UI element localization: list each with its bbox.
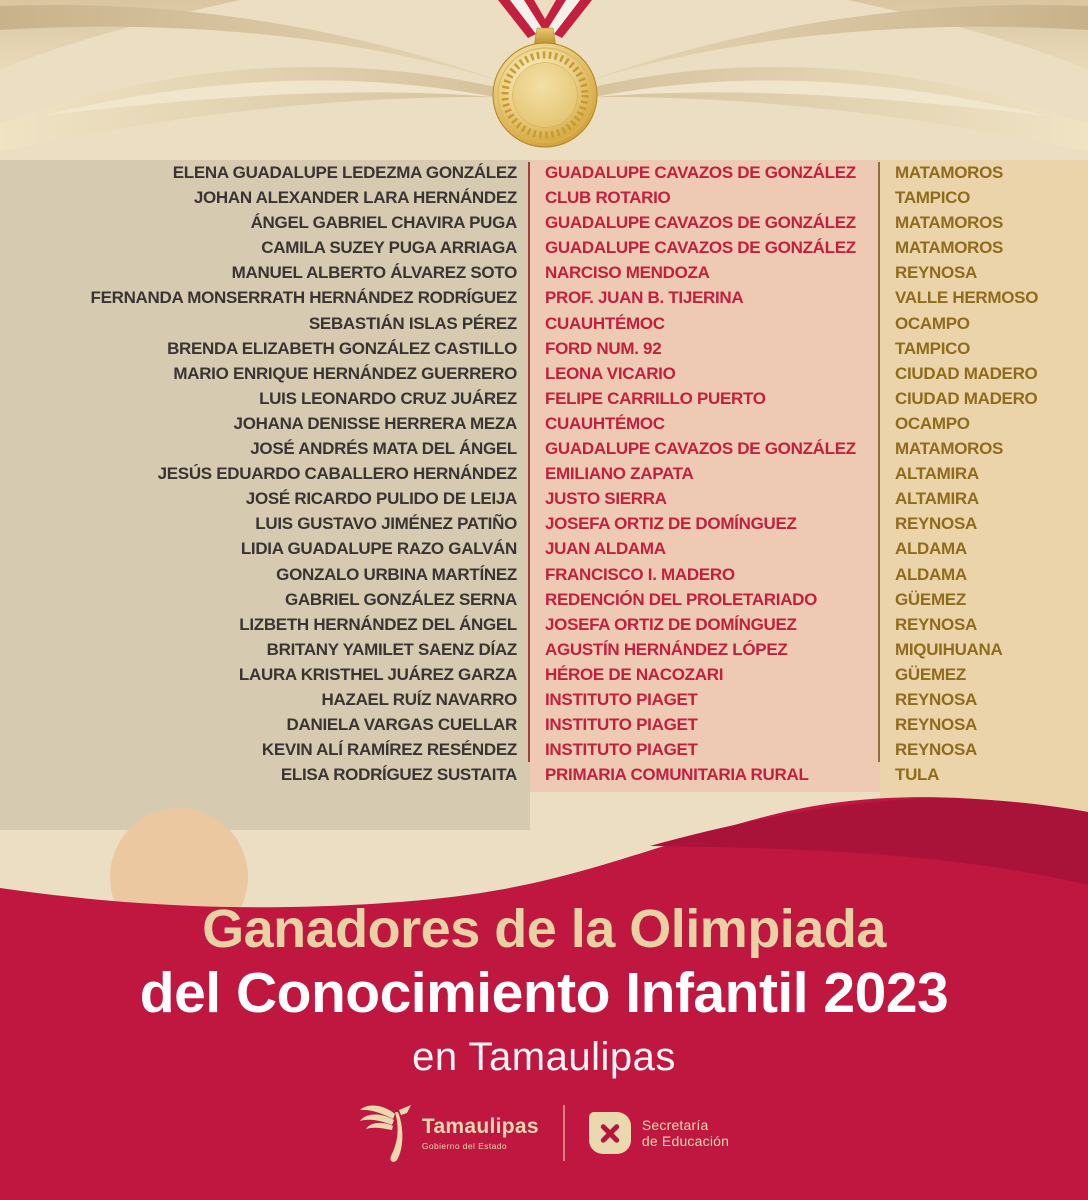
city-name: REYNOSA bbox=[895, 740, 977, 760]
school-name: FRANCISCO I. MADERO bbox=[545, 564, 735, 584]
school-name: CUAUHTÉMOC bbox=[545, 413, 665, 433]
student-name: JOHAN ALEXANDER LARA HERNÁNDEZ bbox=[193, 188, 517, 208]
school-name: INSTITUTO PIAGET bbox=[545, 689, 698, 709]
student-name: ELISA RODRÍGUEZ SUSTAITA bbox=[280, 765, 517, 785]
student-name: JOHANA DENISSE HERRERA MEZA bbox=[233, 413, 517, 433]
city-name: REYNOSA bbox=[895, 689, 977, 709]
city-name: MIQUIHUANA bbox=[895, 639, 1003, 659]
school-name: GUADALUPE CAVAZOS DE GONZÁLEZ bbox=[545, 163, 856, 182]
student-name: LAURA KRISTHEL JUÁREZ GARZA bbox=[238, 664, 517, 684]
table-row bbox=[0, 461, 1088, 486]
student-name: LUIS LEONARDO CRUZ JUÁREZ bbox=[259, 388, 517, 408]
tamaulipas-bird-icon bbox=[359, 1102, 411, 1164]
student-name: LIZBETH HERNÁNDEZ DEL ÁNGEL bbox=[239, 614, 517, 634]
table-row bbox=[0, 587, 1088, 612]
student-name: ELENA GUADALUPE LEDEZMA GONZÁLEZ bbox=[172, 163, 517, 182]
school-name: GUADALUPE CAVAZOS DE GONZÁLEZ bbox=[545, 238, 856, 258]
student-name: JESÚS EDUARDO CABALLERO HERNÁNDEZ bbox=[157, 464, 517, 484]
student-name: MARIO ENRIQUE HERNÁNDEZ GUERRERO bbox=[173, 363, 517, 383]
banner-title-line1: Ganadores de la Olimpiada bbox=[202, 899, 886, 959]
city-name: OCAMPO bbox=[895, 313, 970, 333]
table-row bbox=[0, 210, 1088, 235]
student-name: BRENDA ELIZABETH GONZÁLEZ CASTILLO bbox=[167, 338, 517, 358]
city-name: REYNOSA bbox=[895, 715, 977, 735]
school-name: FORD NUM. 92 bbox=[545, 338, 662, 358]
table-row bbox=[0, 285, 1088, 310]
winners-table bbox=[0, 160, 1088, 787]
school-name: JUSTO SIERRA bbox=[545, 489, 667, 509]
tamaulipas-logo-name: Tamaulipas bbox=[421, 1115, 539, 1138]
city-name: REYNOSA bbox=[895, 614, 977, 634]
education-secretary-logo bbox=[589, 1112, 729, 1154]
tamaulipas-logo bbox=[359, 1102, 539, 1164]
banner-title-line3: en Tamaulipas bbox=[412, 1035, 676, 1079]
school-name: GUADALUPE CAVAZOS DE GONZÁLEZ bbox=[545, 213, 856, 233]
city-name: TAMPICO bbox=[895, 338, 971, 358]
student-name: MANUEL ALBERTO ÁLVAREZ SOTO bbox=[231, 263, 517, 283]
city-name: CIUDAD MADERO bbox=[895, 363, 1038, 383]
school-name: CLUB ROTARIO bbox=[545, 188, 671, 208]
city-name: ALDAMA bbox=[895, 564, 967, 584]
city-name: OCAMPO bbox=[895, 413, 970, 433]
student-name: GABRIEL GONZÁLEZ SERNA bbox=[284, 589, 517, 609]
table-row bbox=[0, 562, 1088, 587]
table-row bbox=[0, 160, 1088, 185]
school-name: PROF. JUAN B. TIJERINA bbox=[545, 288, 744, 308]
crossed-pencils-icon bbox=[589, 1112, 631, 1154]
city-name: REYNOSA bbox=[895, 514, 977, 534]
school-name: LEONA VICARIO bbox=[545, 363, 676, 383]
table-row bbox=[0, 311, 1088, 336]
school-name: CUAUHTÉMOC bbox=[545, 313, 665, 333]
student-name: GONZALO URBINA MARTÍNEZ bbox=[276, 564, 517, 584]
table-row bbox=[0, 436, 1088, 461]
city-name: MATAMOROS bbox=[895, 163, 1004, 182]
table-row bbox=[0, 536, 1088, 561]
student-name: JOSÉ ANDRÉS MATA DEL ÁNGEL bbox=[250, 439, 517, 459]
table-row bbox=[0, 687, 1088, 712]
city-name: MATAMOROS bbox=[895, 439, 1004, 459]
student-name: CAMILA SUZEY PUGA ARRIAGA bbox=[261, 238, 517, 258]
table-row bbox=[0, 235, 1088, 260]
school-name: INSTITUTO PIAGET bbox=[545, 740, 698, 760]
school-name: AGUSTÍN HERNÁNDEZ LÓPEZ bbox=[545, 639, 788, 659]
table-row bbox=[0, 185, 1088, 210]
table-row bbox=[0, 260, 1088, 285]
student-name: BRITANY YAMILET SAENZ DÍAZ bbox=[266, 639, 517, 659]
table-row bbox=[0, 336, 1088, 361]
city-name: CIUDAD MADERO bbox=[895, 388, 1038, 408]
school-name: INSTITUTO PIAGET bbox=[545, 715, 698, 735]
education-logo-line2: de Educación bbox=[641, 1133, 730, 1149]
school-name: NARCISO MENDOZA bbox=[545, 263, 710, 283]
student-name: FERNANDA MONSERRATH HERNÁNDEZ RODRÍGUEZ bbox=[90, 288, 517, 308]
student-name: LUIS GUSTAVO JIMÉNEZ PATIÑO bbox=[255, 514, 517, 534]
city-name: ALDAMA bbox=[895, 539, 967, 559]
city-name: GÜEMEZ bbox=[895, 664, 966, 684]
school-name: JUAN ALDAMA bbox=[545, 539, 666, 559]
table-row bbox=[0, 612, 1088, 637]
city-name: TULA bbox=[895, 765, 940, 785]
school-name: JOSEFA ORTIZ DE DOMÍNGUEZ bbox=[545, 514, 797, 534]
table-row bbox=[0, 511, 1088, 536]
city-name: GÜEMEZ bbox=[895, 589, 966, 609]
student-name: LIDIA GUADALUPE RAZO GALVÁN bbox=[240, 539, 517, 559]
city-name: TAMPICO bbox=[895, 188, 971, 208]
school-name: FELIPE CARRILLO PUERTO bbox=[545, 388, 766, 408]
student-name: JOSÉ RICARDO PULIDO DE LEIJA bbox=[245, 489, 517, 509]
table-row bbox=[0, 712, 1088, 737]
student-name: SEBASTIÁN ISLAS PÉREZ bbox=[308, 313, 517, 333]
school-name: GUADALUPE CAVAZOS DE GONZÁLEZ bbox=[545, 439, 856, 459]
footer-logos bbox=[0, 1102, 1088, 1164]
table-row bbox=[0, 486, 1088, 511]
city-name: ALTAMIRA bbox=[895, 464, 979, 484]
city-name: VALLE HERMOSO bbox=[895, 288, 1039, 308]
school-name: HÉROE DE NACOZARI bbox=[545, 664, 724, 684]
school-name: REDENCIÓN DEL PROLETARIADO bbox=[545, 589, 818, 609]
tamaulipas-logo-subtitle: Gobierno del Estado bbox=[421, 1141, 507, 1151]
gold-medal-icon bbox=[0, 0, 1088, 170]
student-name: HAZAEL RUÍZ NAVARRO bbox=[321, 689, 517, 709]
table-row bbox=[0, 386, 1088, 411]
school-name: EMILIANO ZAPATA bbox=[545, 464, 694, 484]
city-name: REYNOSA bbox=[895, 263, 977, 283]
logo-divider bbox=[563, 1105, 565, 1161]
table-row bbox=[0, 361, 1088, 386]
school-name: PRIMARIA COMUNITARIA RURAL bbox=[545, 765, 809, 785]
city-name: MATAMOROS bbox=[895, 238, 1004, 258]
city-name: ALTAMIRA bbox=[895, 489, 979, 509]
student-name: ÁNGEL GABRIEL CHAVIRA PUGA bbox=[250, 213, 517, 233]
table-row bbox=[0, 737, 1088, 762]
table-row bbox=[0, 411, 1088, 436]
table-row bbox=[0, 662, 1088, 687]
school-name: JOSEFA ORTIZ DE DOMÍNGUEZ bbox=[545, 614, 797, 634]
city-name: MATAMOROS bbox=[895, 213, 1004, 233]
student-name: KEVIN ALÍ RAMÍREZ RESÉNDEZ bbox=[261, 740, 517, 760]
table-row bbox=[0, 637, 1088, 662]
banner-title-line2: del Conocimiento Infantil 2023 bbox=[139, 961, 949, 1025]
education-logo-line1: Secretaría bbox=[641, 1116, 709, 1133]
student-name: DANIELA VARGAS CUELLAR bbox=[286, 715, 517, 735]
